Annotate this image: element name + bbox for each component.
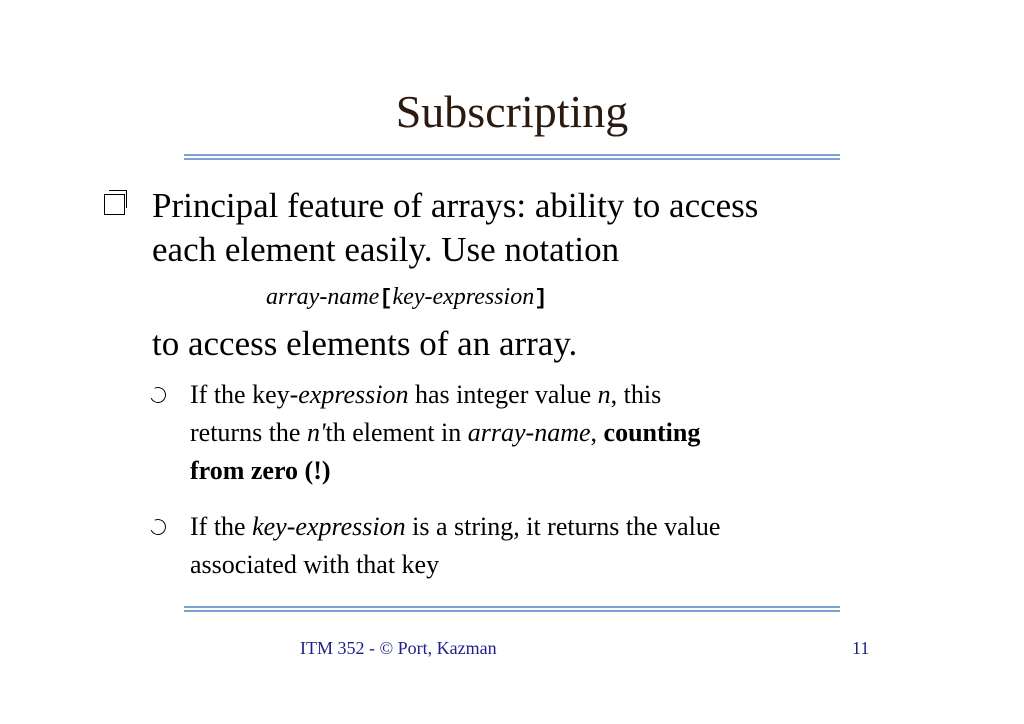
sub2-line2: associated with that key xyxy=(190,550,440,579)
sub-bullet-string-text xyxy=(190,508,890,584)
main-bullet-continuation: to access elements of an array. xyxy=(152,324,578,363)
notation-key-expression: key-expression xyxy=(392,284,535,310)
bottom-divider xyxy=(184,606,840,612)
array-notation xyxy=(266,282,547,314)
notation-open-bracket: [ xyxy=(379,286,393,311)
notation-close-bracket: ] xyxy=(534,286,548,311)
circle-bullet-icon xyxy=(148,385,169,406)
top-divider xyxy=(184,154,840,160)
sub1-line3: from zero (!) xyxy=(190,456,331,485)
slide-title: Subscripting xyxy=(395,86,629,137)
main-bullet-text xyxy=(152,184,912,272)
circle-bullet-icon xyxy=(148,517,169,538)
sub-bullet-integer-text xyxy=(190,376,890,490)
page-number: 11 xyxy=(852,638,870,658)
sub2-line1: If the key-expression is a string, it returns the value xyxy=(190,512,721,541)
main-bullet-line1: Principal feature of arrays: ability to access xyxy=(152,186,759,225)
main-bullet-line2: each element easily. Use notation xyxy=(152,230,620,269)
footer-course: ITM 352 - © Port, Kazman xyxy=(300,638,497,658)
box-bullet-icon xyxy=(104,194,125,215)
sub1-line1: If the key-expression has integer value n, this xyxy=(190,380,662,409)
sub1-line2: returns the n'th element in array-name, counting xyxy=(190,418,701,447)
notation-array-name: array-name xyxy=(266,284,380,310)
